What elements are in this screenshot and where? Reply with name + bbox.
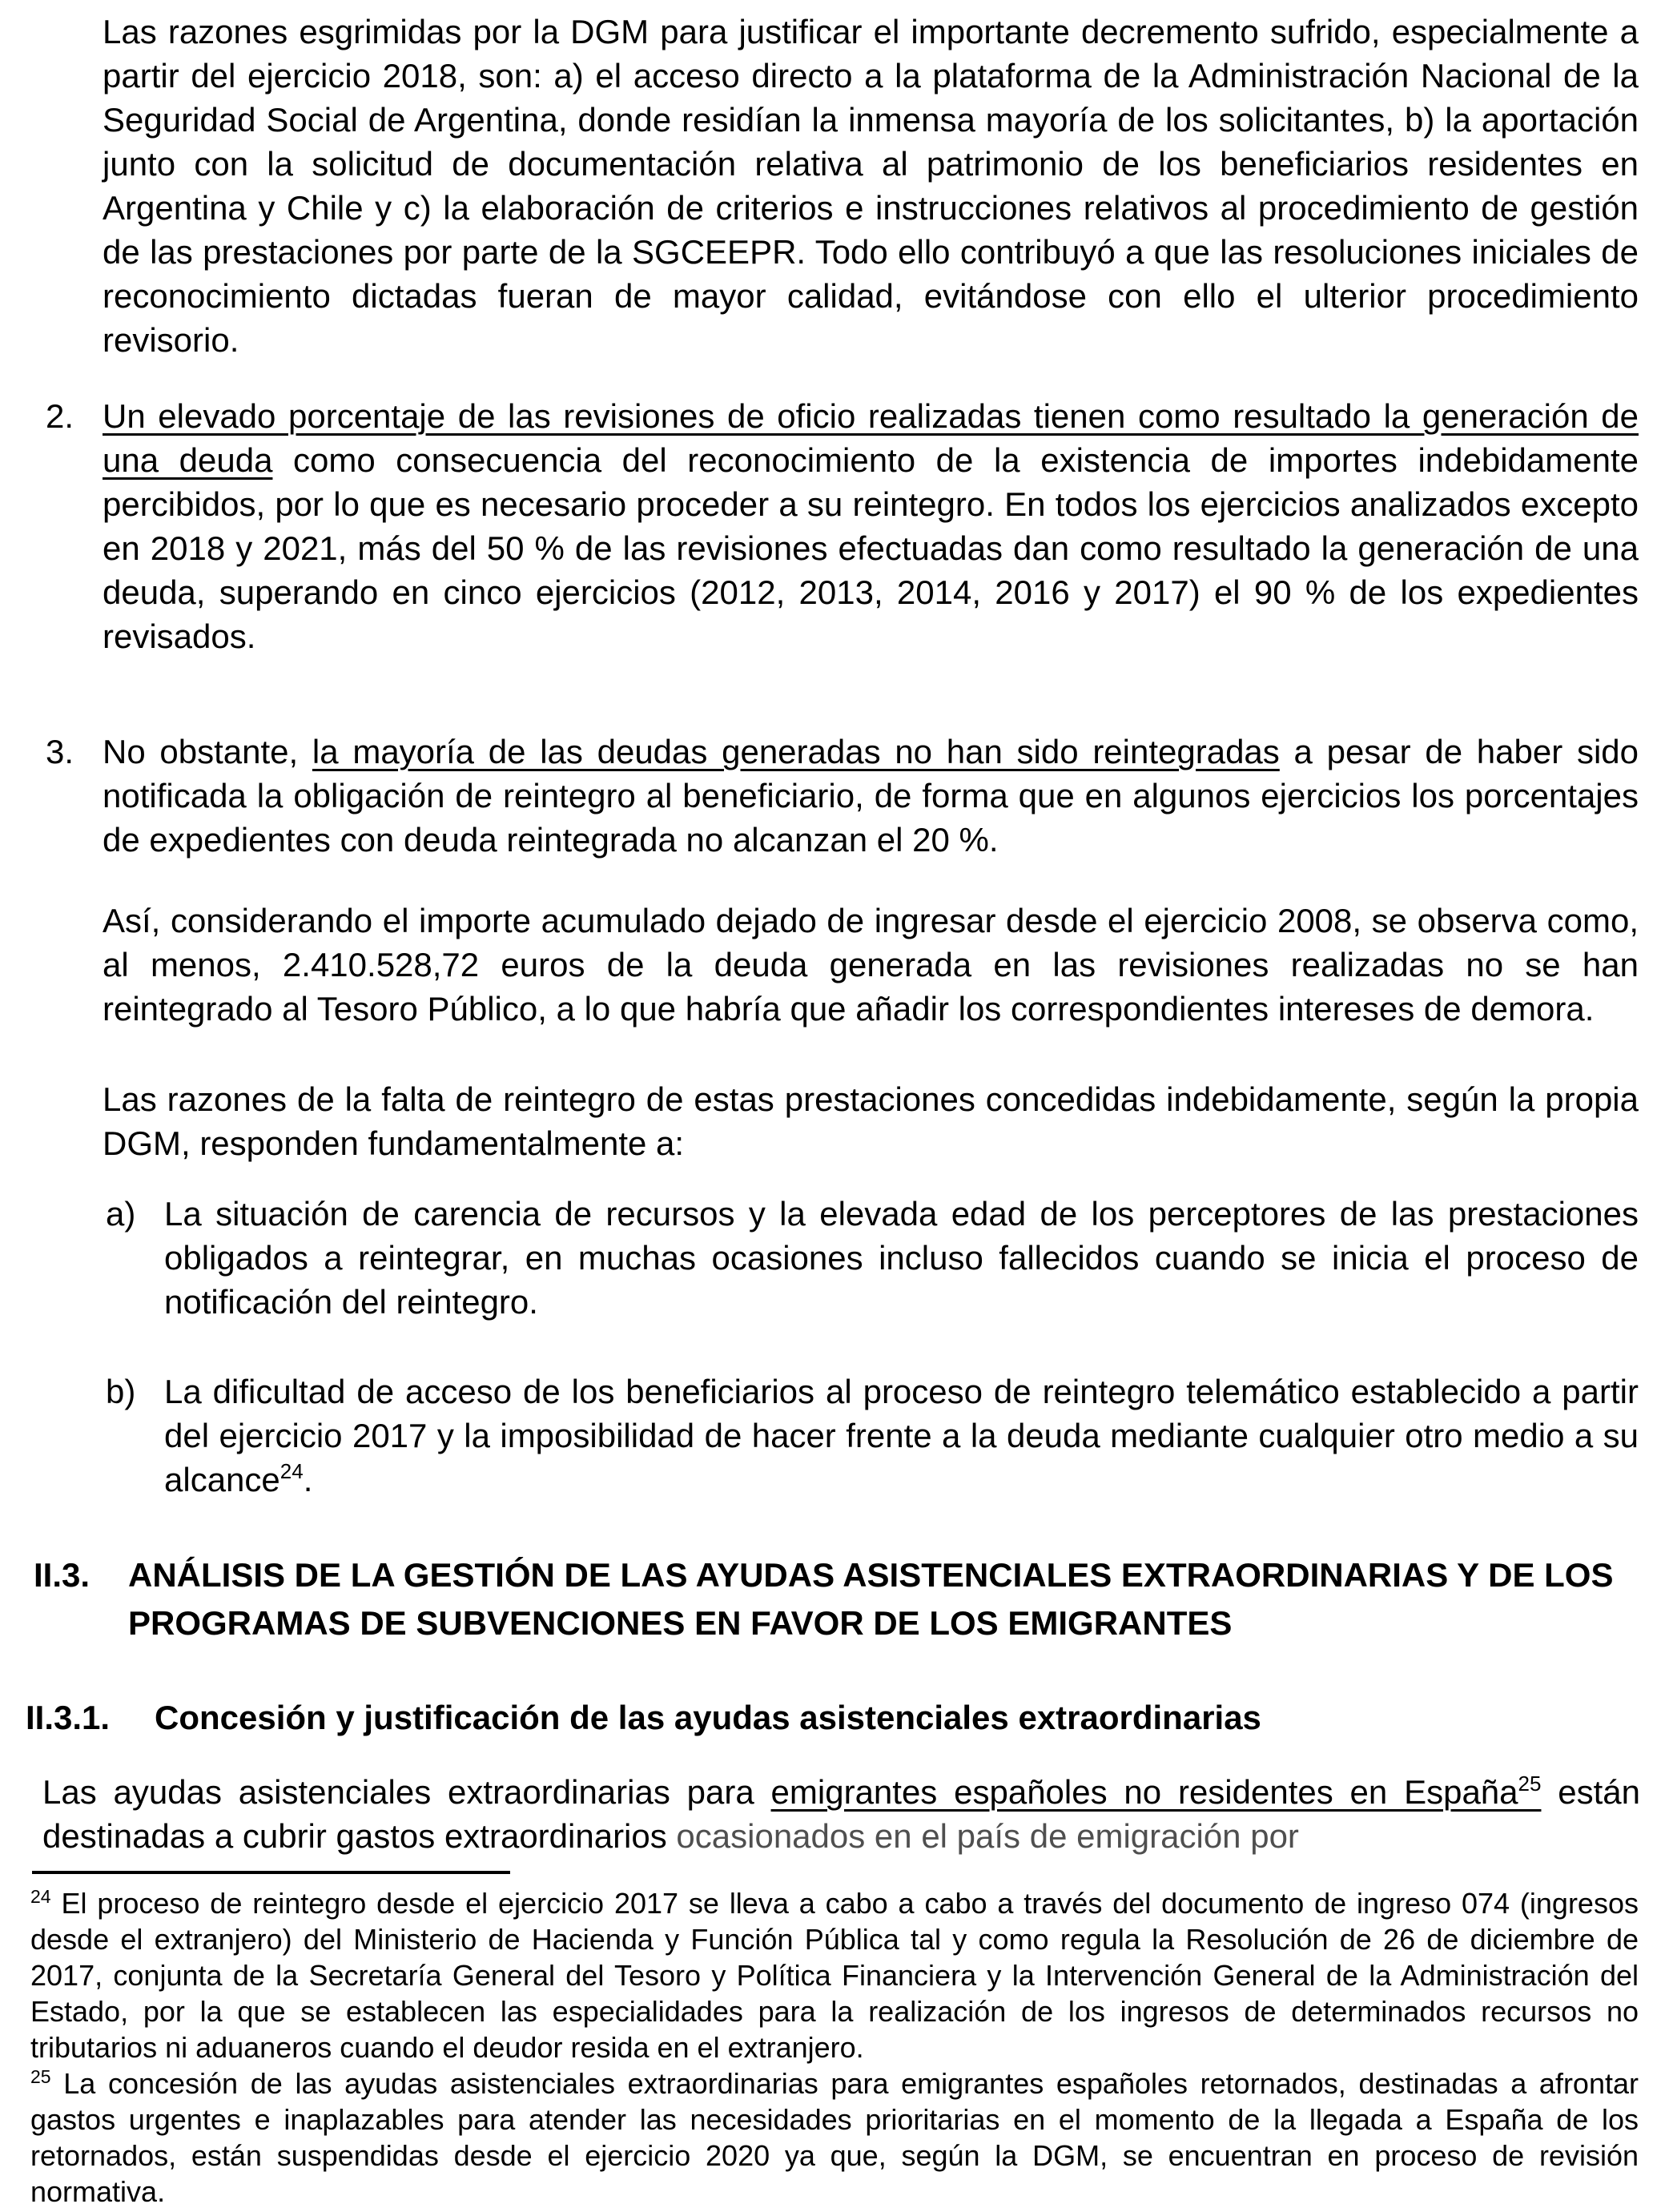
numbered-item-2 (46, 394, 1639, 658)
subsection-number: II.3.1. (26, 1699, 111, 1736)
footnote-ref-25: 25 (1518, 1772, 1542, 1796)
section-heading-ii3 (34, 1551, 1621, 1647)
item-letter: a) (106, 1195, 136, 1233)
item-body-text-after-ref: . (303, 1461, 313, 1498)
subsection-heading-ii31 (26, 1694, 1639, 1742)
underlined-phrase (771, 1773, 1542, 1811)
paragraph-mid-text: están destinadas a cubrir gastos extraordinarios (42, 1773, 1641, 1855)
item-number: 2. (46, 397, 74, 435)
paragraph-importe-acumulado: Así, considerando el importe acumulado dejado de ingresar desde el ejercicio 2008, se observa como, al menos, 2.410.528,72 euros de la deuda generada en las revisiones realizadas no se han reintegrado al Tesoro Público, a lo que habría que añadir los correspondientes intereses de demora. (103, 902, 1639, 1028)
lettered-item-b (106, 1369, 1639, 1502)
footnote-24 (30, 1885, 1639, 2065)
paragraph-ayudas-asistenciales (42, 1770, 1640, 1858)
underlined-finding-text: Un elevado porcentaje de las revisiones de oficio realizadas tienen como resultado la generación de una deuda (103, 397, 1639, 479)
paragraph-intro: Las razones esgrimidas por la DGM para justificar el importante decremento sufrido, especialmente a partir del ejercicio 2018, son: a) el acceso directo a la plataforma de la Administración Nacional de la Seguridad Social de Argentina, donde residían la inmensa mayoría de los solicitantes, b) la aportación junto con la solicitud de documentación relativa al patrimonio de los beneficiarios residentes en Argentina y Chile y c) la elaboración de criterios e instrucciones relativos al procedimiento de gestión de las prestaciones por parte de la SGCEEPR. Todo ello contribuyó a que las resoluciones iniciales de reconocimiento dictadas fueran de mayor calidad, evitándose con ello el ulterior procedimiento revisorio. (103, 13, 1639, 359)
item-body-text: La situación de carencia de recursos y la elevada edad de los perceptores de las prestaciones obligados a reintegrar, en muchas ocasiones incluso fallecidos cuando se inicia el proceso de notificación del reintegro. (164, 1195, 1639, 1321)
footnote-text: La concesión de las ayudas asistenciales extraordinarias para emigrantes españoles retornados, destinadas a afrontar gastos urgentes e inaplazables para atender las necesidades prioritarias en el momento de la llegada a España de los retornados, están suspendidas desde el ejercicio 2020 ya que, según la DGM, se encuentran en proceso de revisión normativa. (30, 2067, 1639, 2208)
footnote-number: 24 (30, 1886, 51, 1907)
item-body-text: a pesar de haber sido notificada la obligación de reintegro al beneficiario, de forma que en algunos ejercicios los porcentajes de expedientes con deuda reintegrada no alcanzan el 20 %. (103, 733, 1639, 859)
footnote-ref-24: 24 (280, 1459, 304, 1483)
footnote-text: El proceso de reintegro desde el ejercicio 2017 se lleva a cabo a cabo a través del documento de ingreso 074 (ingresos desde el extranjero) del Ministerio de Hacienda y Función Pública tal y como regula la Resolución de 26 de diciembre de 2017, conjunta de la Secretaría General del Tesoro y Política Financiera y la Intervención General de la Administración del Estado, por la que se establecen las especialidades para la realización de los ingresos de determinados recursos no tributarios ni aduaneros cuando el deudor resida en el extranjero. (30, 1887, 1639, 2064)
item-body-text: como consecuencia del reconocimiento de la existencia de importes indebidamente percibidos, por lo que es necesario proceder a su reintegro. En todos los ejercicios analizados excepto en 2018 y 2021, más del 50 % de las revisiones efectuadas dan como resultado la generación de una deuda, superando en cinco ejercicios (2012, 2013, 2014, 2016 y 2017) el 90 % de los expedientes revisados. (103, 441, 1639, 655)
footnote-25 (30, 2065, 1639, 2210)
footnote-number: 25 (30, 2066, 51, 2087)
underlined-text: emigrantes españoles no residentes en España (770, 1773, 1518, 1811)
item-body-text: La dificultad de acceso de los beneficiarios al proceso de reintegro telemático establecido a partir del ejercicio 2017 y la imposibilidad de hacer frente a la deuda mediante cualquier otro medio a su alcance (164, 1373, 1639, 1498)
lettered-item-a (106, 1192, 1639, 1324)
footnotes-section (30, 1885, 1639, 2210)
footnote-separator-rule (32, 1871, 510, 1874)
underlined-finding-text: la mayoría de las deudas generadas no han sido reintegradas (312, 733, 1280, 770)
subsection-title: Concesión y justificación de las ayudas asistenciales extraordinarias (155, 1699, 1261, 1736)
paragraph-lead-text: Las ayudas asistenciales extraordinarias para (42, 1773, 771, 1811)
numbered-item-3 (46, 730, 1639, 862)
paragraph-razones-falta-reintegro: Las razones de la falta de reintegro de estas prestaciones concedidas indebidamente, según la propia DGM, responden fundamentalmente a: (103, 1080, 1639, 1162)
paragraph-gray-text: ocasionados en el país de emigración por (676, 1817, 1299, 1855)
section-number: II.3. (34, 1556, 90, 1594)
item-letter: b) (106, 1373, 136, 1410)
item-lead-text: No obstante, (103, 733, 312, 770)
section-title: ANÁLISIS DE LA GESTIÓN DE LAS AYUDAS ASISTENCIALES EXTRAORDINARIAS Y DE LOS PROGRAMAS DE SUBVENCIONES EN FAVOR DE LOS EMIGRANTES (128, 1556, 1614, 1642)
item-number: 3. (46, 733, 74, 770)
